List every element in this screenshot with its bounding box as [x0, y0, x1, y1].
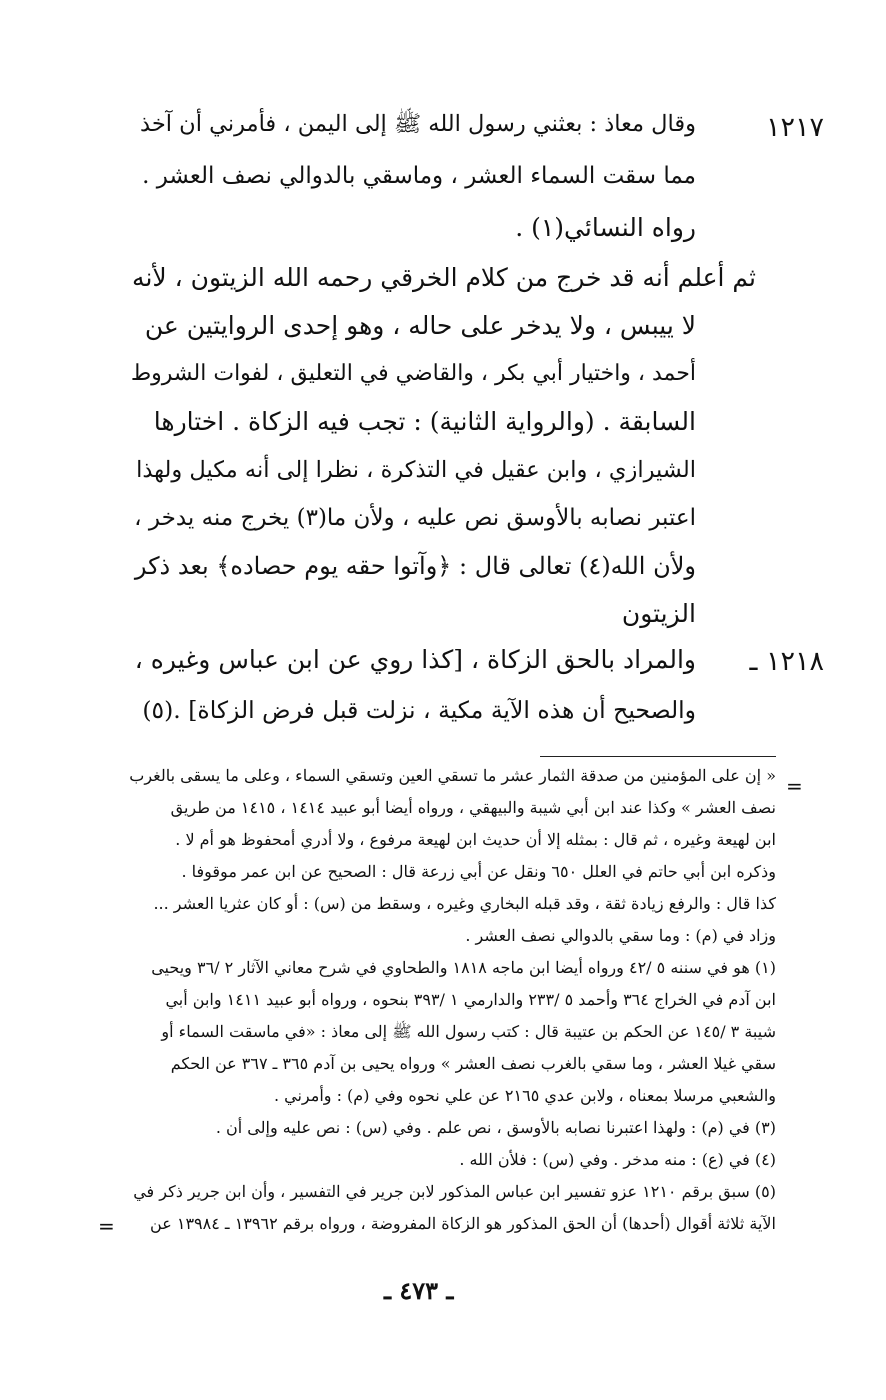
- commentary-line-4: السابقة . (والرواية الثانية) : تجب فيه الزكاة . اختارها: [153, 407, 696, 436]
- commentary-line-8: الزيتون: [621, 599, 696, 628]
- footnote-line-4: وذكره ابن أبي حاتم في العلل ٦٥٠ ونقل عن أبي زرعة قال : الصحيح عن ابن عمر موقوفا .: [181, 862, 776, 881]
- footnote-line-2: نصف العشر » وكذا عند ابن أبي شيبة والبيهقي ، ورواه أيضا أبو عبيد ١٤١٤ ، ١٤١٥ من طريق: [170, 798, 776, 817]
- commentary-line-7: ولأن الله(٤) تعالى قال : ﴿وآتوا حقه يوم حصاده﴾ بعد ذكر: [134, 552, 696, 580]
- footnote-5-line-2: الآية ثلاثة أقوال (أحدها) أن الحق المذكور هو الزكاة المفروضة ، ورواه برقم ١٣٩٦٢ ـ ١٣٩٨٤ عن: [150, 1214, 776, 1233]
- footnote-1-line-3: شيبة ٣ /١٤٥ عن الحكم بن عتيبة قال : كتب رسول الله ﷺ إلى معاذ : «في ماسقت السماء أو: [161, 1022, 776, 1041]
- footnote-line-5: كذا قال : والرفع زيادة ثقة ، وقد قبله البخاري وغيره ، وسقط من (س) : أو كان عثريا العشر ...: [153, 894, 776, 913]
- hadith-1217-line-1: وقال معاذ : بعثني رسول الله ﷺ إلى اليمن ، فأمرني أن آخذ: [140, 111, 696, 137]
- footnote-4: (٤) في (ع) : منه مدخر . وفي (س) : فلأن الله .: [459, 1150, 776, 1169]
- hadith-number-1217: ١٢١٧: [765, 112, 824, 143]
- hadith-1218-line-1: والمراد بالحق الزكاة ، [كذا روي عن ابن عباس وغيره ،: [134, 645, 696, 674]
- footnote-5-line-1: (٥) سبق برقم ١٢١٠ عزو تفسير ابن عباس المذكور لابن جرير في التفسير ، وأن ابن جرير ذكر في: [133, 1182, 776, 1201]
- hadith-number-1218: ١٢١٨ ـ: [749, 646, 824, 677]
- footnote-separator: [540, 756, 776, 757]
- footnote-line-3: ابن لهيعة وغيره ، ثم قال : بمثله إلا أن حديث ابن لهيعة مرفوع ، ولا أدري أمحفوظ هو أم لا .: [175, 830, 776, 849]
- footnote-line-6: وزاد في (م) : وما سقي بالدوالي نصف العشر .: [465, 926, 776, 945]
- footnote-1-line-1: (١) هو في سننه ٥ /٤٢ ورواه أيضا ابن ماجه ١٨١٨ والطحاوي في شرح معاني الآثار ٢ /٣٦ ويحيى: [151, 958, 776, 977]
- hadith-1218-line-2: والصحيح أن هذه الآية مكية ، نزلت قبل فرض الزكاة] .(٥): [142, 696, 696, 724]
- commentary-line-5: الشيرازي ، وابن عقيل في التذكرة ، نظرا إلى أنه مكيل ولهذا: [136, 457, 696, 483]
- commentary-line-2: لا ييبس ، ولا يدخر على حاله ، وهو إحدى الروايتين عن: [144, 311, 696, 340]
- footnote-1-line-4: سقي غيلا العشر ، وما سقي بالغرب نصف العشر » ورواه يحيى بن آدم ٣٦٥ ـ ٣٦٧ عن الحكم: [170, 1054, 776, 1073]
- hadith-1217-line-2: مما سقت السماء العشر ، وماسقي بالدوالي نصف العشر .: [142, 163, 696, 189]
- footnote-3: (٣) في (م) : ولهذا اعتبرنا نصابه بالأوسق ، نص علم . وفي (س) : نص عليه وإلى أن .: [215, 1118, 776, 1137]
- page-number: ـ ٤٧٣ ـ: [384, 1276, 454, 1305]
- footnote-1-line-2: ابن آدم في الخراج ٣٦٤ وأحمد ٥ /٢٣٣ والدارمي ١ /٣٩٣ بنحوه ، ورواه أبو عبيد ١٤١١ وابن أبي: [165, 990, 776, 1009]
- commentary-line-3: أحمد ، واختيار أبي بكر ، والقاضي في التعليق ، لفوات الشروط: [130, 361, 696, 386]
- hadith-1217-line-3: رواه النسائي(١) .: [515, 213, 696, 242]
- footnote-1-line-5: والشعبي مرسلا بمعناه ، ولابن عدي ٢١٦٥ عن علي نحوه وفي (م) : وأمرني .: [273, 1086, 776, 1105]
- footnote-continuation-mark-bottom: =: [98, 1214, 115, 1238]
- commentary-line-1: ثم أعلم أنه قد خرج من كلام الخرقي رحمه الله الزيتون ، لأنه: [132, 263, 756, 292]
- commentary-line-6: اعتبر نصابه بالأوسق نص عليه ، ولأن ما(٣) يخرج منه يدخر ،: [134, 505, 696, 531]
- footnote-line-1: « إن على المؤمنين من صدقة الثمار عشر ما تسقي العين وتسقي السماء ، وعلى ما يسقى بالغرب: [129, 766, 776, 785]
- footnote-continuation-mark-top: =: [786, 774, 803, 798]
